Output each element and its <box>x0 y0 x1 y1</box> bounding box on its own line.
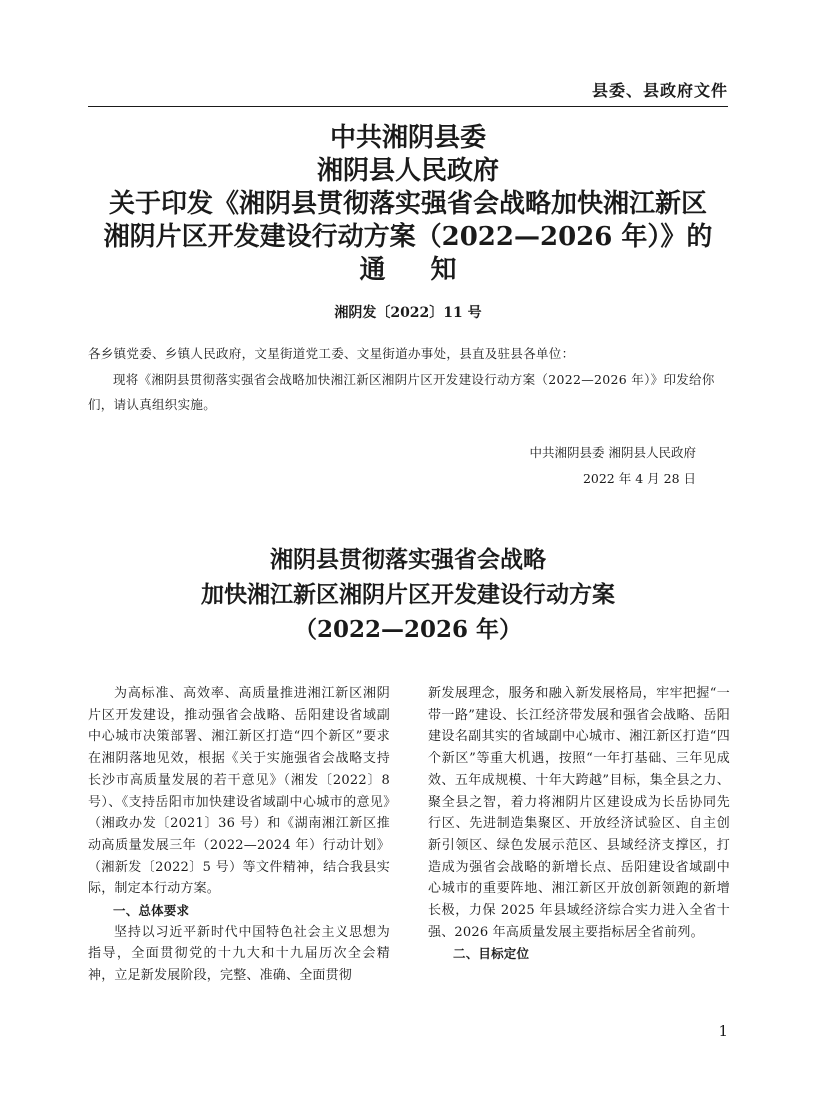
plan-title <box>60 542 756 647</box>
recipients: 各乡镇党委、乡镇人民政府，文星街道党工委、文星街道办事处，县直及驻县各单位： <box>88 346 575 361</box>
notice-title <box>60 122 756 287</box>
header-divider <box>88 106 728 107</box>
title-line-5: 通 知 <box>359 255 475 285</box>
intro-paragraph: 为高标准、高效率、高质量推进湘江新区湘阴片区开发建设，推动强省会战略、岳阳建设省域副中心城市决策部署、湘江新区打造“四个新区”要求在湘阴落地见效，根据《关于实施强省会战略支持长沙市高质量发展的若干意见》（湘发〔2022〕8 号）、《支持岳阳市加快建设省域副中心城市的意见》（湘政办发〔2021〕36 号）和《湖南湘江新区推动高质量发展三年（2022—2024 年）行动计划》（湘新发〔2022〕5 号）等文件精神，结合我县实际，制定本行动方案。 <box>88 686 390 897</box>
page-number: 1 <box>718 1022 728 1040</box>
signature-block <box>530 440 696 492</box>
plan-title-line-2: 加快湘江新区湘阴片区开发建设行动方案 <box>201 581 615 608</box>
signatories: 中共湘阴县委 湘阴县人民政府 <box>529 445 696 460</box>
section-heading-2: 二、目标定位 <box>453 946 530 962</box>
title-line-3: 关于印发《湘阴县贯彻落实强省会战略加快湘江新区 <box>108 189 707 219</box>
title-line-4: 湘阴片区开发建设行动方案（2022—2026 年）》的 <box>103 222 713 252</box>
section-heading-1: 一、总体要求 <box>113 903 190 919</box>
plan-title-line-3: （2022—2026 年） <box>293 616 523 643</box>
issue-date: 2022 年 4 月 28 日 <box>582 471 696 486</box>
right-column <box>428 683 730 965</box>
title-line-2: 湘阴县人民政府 <box>316 156 499 186</box>
paragraph-1-continued: 新发展理念，服务和融入新发展格局，牢牢把握“一带一路”建设、长江经济带发展和强省会战略、岳阳建设名副其实的省域副中心城市、湘江新区打造“四个新区”等重大机遇，按照“一年打基础、三年见成效、五年成规模、十年大跨越”目标，集全县之力、聚全县之智，着力将湘阴片区建设成为长岳协同先行区、先进制造集聚区、开放经济试验区、自主创新引领区、绿色发展示范区、县域经济支撑区，打造成为强省会战略的新增长点、岳阳建设省域副中心城市的重要阵地、湘江新区开放创新领跑的新增长极，力保 2025 年县域经济综合实力进入全省十强、2026 年高质量发展主要指标居全省前列。 <box>428 686 730 940</box>
title-line-1: 中共湘阴县委 <box>329 123 486 153</box>
paragraph-1: 坚持以习近平新时代中国特色社会主义思想为指导，全面贯彻党的十九大和十九届历次全会精神，立足新发展阶段，完整、准确、全面贯彻 <box>88 924 390 984</box>
section-label: 县委、县政府文件 <box>591 81 728 100</box>
plan-title-line-1: 湘阴县贯彻落实强省会战略 <box>270 546 546 573</box>
notice-body: 现将《湘阴县贯彻落实强省会战略加快湘江新区湘阴片区开发建设行动方案（2022—2026 年）》印发给你们，请认真组织实施。 <box>88 372 715 412</box>
document-number: 湘阴发〔2022〕11 号 <box>334 305 482 321</box>
left-column <box>88 683 390 987</box>
